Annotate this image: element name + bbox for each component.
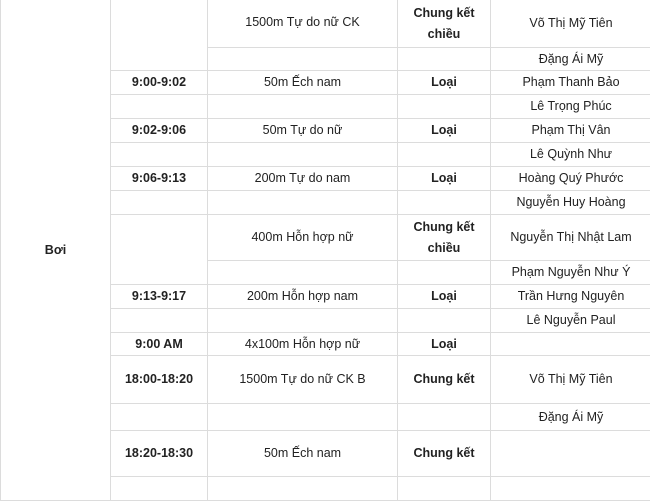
round-cell: Loại: [398, 167, 491, 191]
empty-cell: [208, 309, 398, 333]
event-cell: 400m Hỗn hợp nữ: [208, 215, 398, 261]
event-cell: 1500m Tự do nữ CK B: [208, 356, 398, 404]
event-cell: 1500m Tự do nữ CK: [208, 0, 398, 48]
event-cell: 4x100m Hỗn hợp nữ: [208, 333, 398, 356]
time-cell: 9:00-9:02: [111, 71, 208, 95]
empty-cell: [208, 143, 398, 167]
athlete-cell: Đặng Ái Mỹ: [491, 48, 650, 71]
time-cell: 18:20-18:30: [111, 431, 208, 477]
athlete-cell: Trần Hưng Nguyên: [491, 285, 650, 309]
round-cell: Loại: [398, 285, 491, 309]
empty-cell: [398, 48, 491, 71]
empty-cell: [111, 404, 208, 431]
empty-cell: [398, 309, 491, 333]
empty-cell: [398, 95, 491, 119]
time-cell: [111, 0, 208, 71]
athlete-cell: Nguyễn Huy Hoàng: [491, 191, 650, 215]
empty-cell: [208, 48, 398, 71]
empty-cell: [208, 95, 398, 119]
time-cell: 9:06-9:13: [111, 167, 208, 191]
empty-cell: [111, 191, 208, 215]
round-cell: Loại: [398, 333, 491, 356]
athlete-cell: Đặng Ái Mỹ: [491, 404, 650, 431]
time-cell: 9:13-9:17: [111, 285, 208, 309]
time-cell: 9:02-9:06: [111, 119, 208, 143]
event-cell: 50m Ếch nam: [208, 431, 398, 477]
empty-cell: [111, 143, 208, 167]
empty-cell: [398, 261, 491, 285]
round-cell: Chung kết chiều: [398, 0, 491, 48]
empty-cell: [111, 95, 208, 119]
round-cell: Loại: [398, 119, 491, 143]
event-cell: 50m Tự do nữ: [208, 119, 398, 143]
empty-cell: [398, 404, 491, 431]
athlete-cell: Võ Thị Mỹ Tiên: [491, 356, 650, 404]
athlete-cell: [491, 431, 650, 477]
athlete-cell: Phạm Thanh Bảo: [491, 71, 650, 95]
time-cell: 18:00-18:20: [111, 356, 208, 404]
athlete-cell: Phạm Thị Vân: [491, 119, 650, 143]
empty-cell: [111, 309, 208, 333]
empty-cell: [208, 191, 398, 215]
sport-cell: Bơi: [1, 0, 111, 501]
round-cell: Chung kết: [398, 431, 491, 477]
event-cell: 200m Hỗn hợp nam: [208, 285, 398, 309]
time-cell: [111, 215, 208, 285]
athlete-cell: Nguyễn Thị Nhật Lam: [491, 215, 650, 261]
round-cell: Chung kết: [398, 356, 491, 404]
empty-cell: [398, 191, 491, 215]
empty-cell: [491, 477, 650, 501]
athlete-cell: Hoàng Quý Phước: [491, 167, 650, 191]
athlete-cell: Võ Thị Mỹ Tiên: [491, 0, 650, 48]
round-cell: Loại: [398, 71, 491, 95]
empty-cell: [111, 477, 208, 501]
table-row: [1, 0, 650, 48]
empty-cell: [208, 477, 398, 501]
round-cell: Chung kết chiều: [398, 215, 491, 261]
time-cell: 9:00 AM: [111, 333, 208, 356]
athlete-cell: [491, 333, 650, 356]
athlete-cell: Lê Nguyễn Paul: [491, 309, 650, 333]
event-cell: 50m Ếch nam: [208, 71, 398, 95]
athlete-cell: Phạm Nguyễn Như Ý: [491, 261, 650, 285]
event-cell: 200m Tự do nam: [208, 167, 398, 191]
empty-cell: [208, 404, 398, 431]
empty-cell: [208, 261, 398, 285]
empty-cell: [398, 143, 491, 167]
athlete-cell: Lê Quỳnh Như: [491, 143, 650, 167]
athlete-cell: Lê Trọng Phúc: [491, 95, 650, 119]
empty-cell: [398, 477, 491, 501]
